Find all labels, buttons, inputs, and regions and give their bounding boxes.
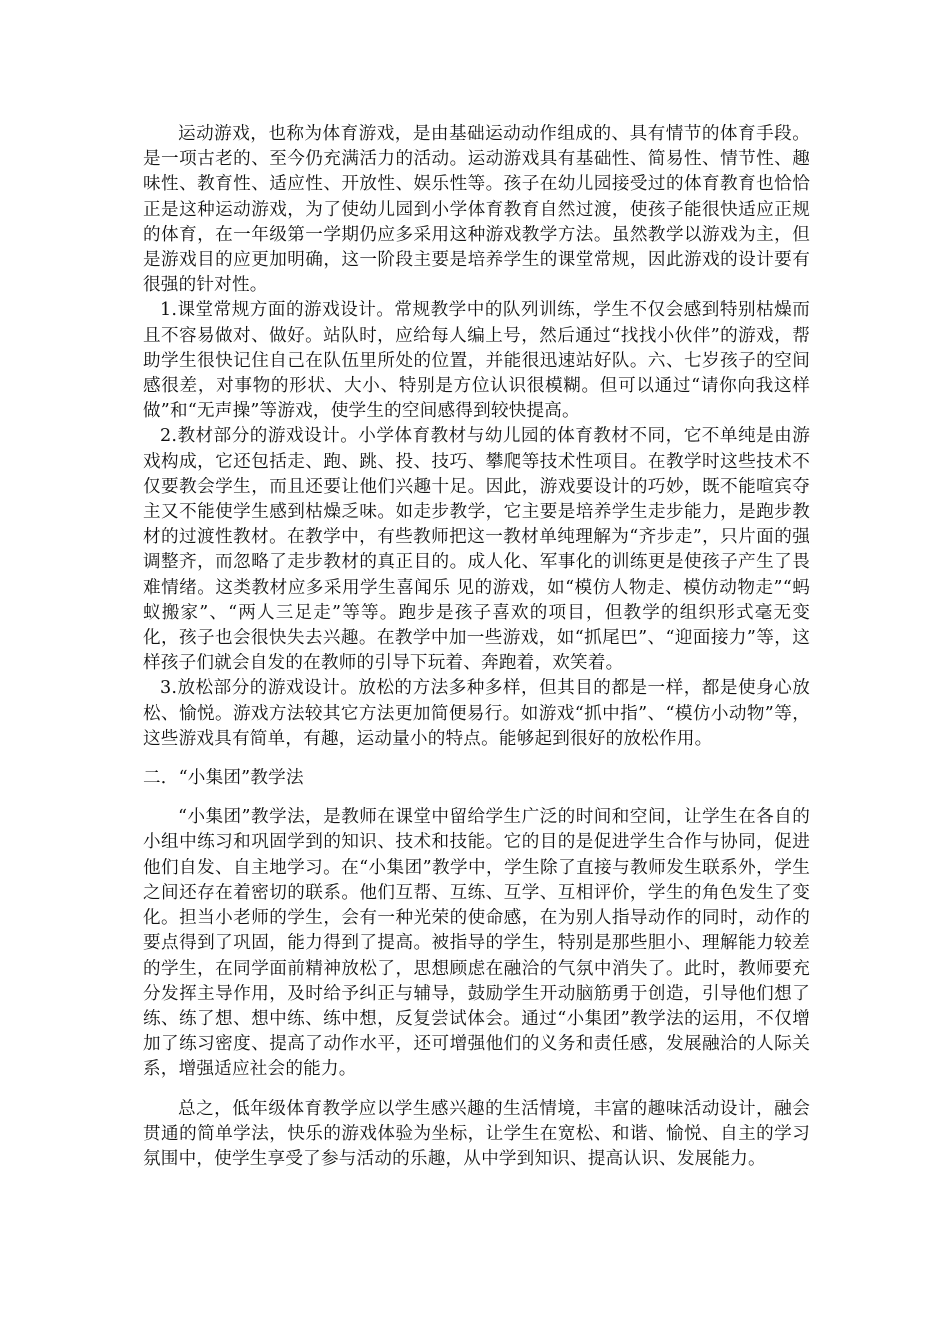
conclusion-paragraph: 总之，低年级体育教学应以学生感兴趣的生活情境，丰富的趣味活动设计，融会贯通的简单学法，快乐的游戏体验为坐标，让学生在宽松、和谐、愉悦、自主的学习氛围中，使学生享受了参与活动的乐趣，从中学到知识、提高认识、发展能力。 bbox=[143, 1098, 810, 1169]
document-page bbox=[143, 122, 810, 1172]
section-2-heading: 二．“小集团”教学法 bbox=[143, 768, 304, 789]
intro-paragraph: 运动游戏，也称为体育游戏，是由基础运动动作组成的、具有情节的体育手段。是一项古老的、至今仍充满活力的活动。运动游戏具有基础性、简易性、情节性、趣味性、教育性、适应性、开放性、娱乐性等。孩子在幼儿园接受过的体育教育也恰恰正是这种运动游戏，为了使幼儿园到小学体育教育自然过渡，使孩子能很快适应正规的体育，在一年级第一学期仍应多采用这种游戏教学方法。虽然教学以游戏为主，但是游戏目的应更加明确，这一阶段主要是培养学生的课堂常规，因此游戏的设计要有很强的针对性。 bbox=[143, 124, 810, 296]
item-2-paragraph: 2.教材部分的游戏设计。小学体育教材与幼儿园的体育教材不同，它不单纯是由游戏构成，它还包括走、跑、跳、投、技巧、攀爬等技术性项目。在教学时这些技术不仅要教会学生，而且还要让他们兴趣十足。因此，游戏要设计的巧妙，既不能喧宾夺主又不能使学生感到枯燥乏味。如走步教学，它主要是培养学生走步能力，是跑步教材的过渡性教材。在教学中，有些教师把这一教材单纯理解为“齐步走”，只片面的强调整齐，而忽略了走步教材的真正目的。成人化、军事化的训练更是使孩子产生了畏难情绪。这类教材应多采用学生喜闻乐 见的游戏，如“模仿人物走、模仿动物走”“蚂蚁搬家”、“两人三足走”等等。跑步是孩子喜欢的项目，但教学的组织形式毫无变化，孩子也会很快失去兴趣。在教学中加一些游戏，如“抓尾巴”、“迎面接力”等，这样孩子们就会自发的在教师的引导下玩着、奔跑着，欢笑着。 bbox=[143, 426, 810, 674]
section-2-body: “小集团”教学法，是教师在课堂中留给学生广泛的时间和空间，让学生在各自的小组中练习和巩固学到的知识、技术和技能。它的目的是促进学生合作与协同，促进他们自发、自主地学习。在“小集团”教学中，学生除了直接与教师发生联系外，学生之间还存在着密切的联系。他们互帮、互练、互学、互相评价，学生的角色发生了变化。担当小老师的学生，会有一种光荣的使命感，在为别人指导动作的同时，动作的要点得到了巩固，能力得到了提高。被指导的学生，特别是那些胆小、理解能力较差的学生，在同学面前精神放松了，思想顾虑在融洽的气氛中消失了。此时，教师要充分发挥主导作用，及时给予纠正与辅导，鼓励学生开动脑筋勇于创造，引导他们想了练、练了想、想中练、练中想，反复尝试体会。通过“小集团”教学法的运用，不仅增加了练习密度、提高了动作水平，还可增强他们的义务和责任感，发展融洽的人际关系，增强适应社会的能力。 bbox=[143, 807, 810, 1080]
item-1-paragraph: 1.课堂常规方面的游戏设计。常规教学中的队列训练，学生不仅会感到特别枯燥而且不容易做对、做好。站队时，应给每人编上号，然后通过“找找小伙伴”的游戏，帮助学生很快记住自己在队伍里所处的位置，并能很迅速站好队。六、七岁孩子的空间感很差，对事物的形状、大小、特别是方位认识很模糊。但可以通过“请你向我这样做”和“无声操”等游戏，使学生的空间感得到较快提高。 bbox=[143, 300, 810, 422]
item-3-paragraph: 3.放松部分的游戏设计。放松的方法多种多样，但其目的都是一样，都是使身心放松、愉悦。游戏方法较其它方法更加简便易行。如游戏“抓中指”、“模仿小动物”等，这些游戏具有简单，有趣，运动量小的特点。能够起到很好的放松作用。 bbox=[143, 678, 810, 749]
